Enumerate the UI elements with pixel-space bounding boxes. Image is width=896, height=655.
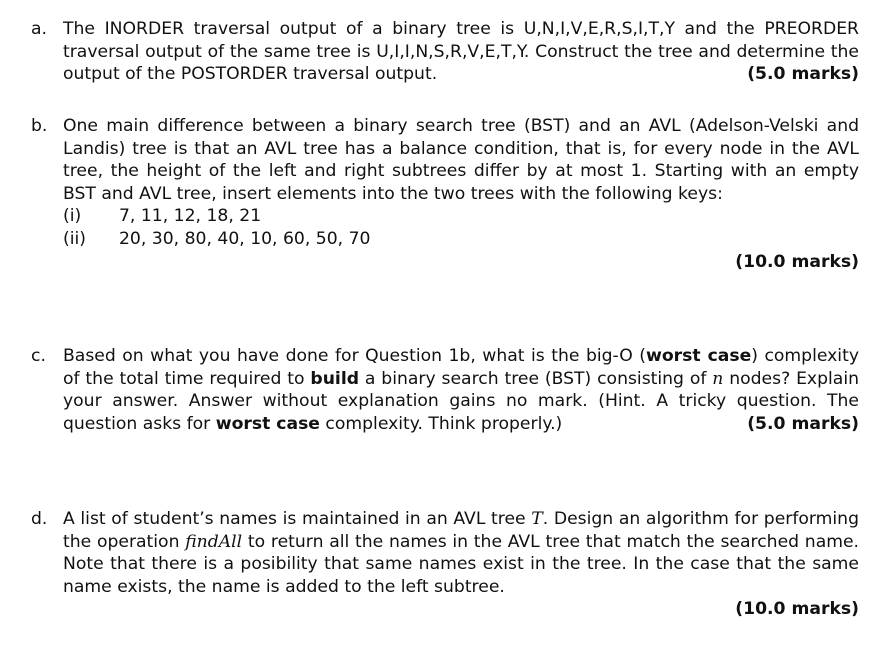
question-b-marks: (10.0 marks) [735,251,859,272]
question-c-text-3: a binary search tree (BST) consisting of [359,368,713,389]
question-b-body [63,115,859,273]
question-d-marks: (10.0 marks) [735,599,859,620]
question-c-marks: (5.0 marks) [747,413,859,434]
question-c-bold-build: build [310,368,360,389]
question-a-marks: (5.0 marks) [747,64,859,85]
question-d-letter: d. [31,509,48,529]
question-d-var-t: T [531,509,543,529]
question-b-text: One main difference between a binary search tree (BST) and an AVL (Adelson-Velski and Landis) tree is that an AVL tree has a balance condition, that is, for every node in the AVL tree, the height of the left and right subtrees differ by at most 1. Starting with an empty BST and AVL tree, insert elements into the two trees with the following keys: [63,116,859,204]
question-d [31,508,861,621]
question-a-text: The INORDER traversal output of a binary tree is U,N,I,V,E,R,S,I,T,Y and the PREORDER traversal output of the same tree is U,I,I,N,S,R,V,E,T,Y. Construct the tree and determine the output of the POSTORDER traversal output. [63,19,859,85]
question-d-fn-findall: findAll [185,531,243,552]
question-c-text-1: Based on what you have done for Question 1b, what is the big-O ( [63,346,646,366]
question-d-paragraph [63,508,859,598]
question-b-item-ii [63,228,859,251]
question-c-text-2: ) complexity of the total time required to [63,346,859,389]
question-b-item-i-num: (i) [63,206,82,227]
question-c [31,345,861,435]
question-b-item-ii-num: (ii) [63,228,86,249]
question-d-text-3: to return all the names in the AVL tree that match the searched name. Note that there is a posibility that same names exist in the tree. In the case that the same name exists, the name is added to the left subtree. [63,531,860,597]
question-c-bold-worst-case-2: worst case [215,413,320,434]
question-b-item-i [63,205,859,228]
question-c-bold-worst-case: worst case [645,346,752,366]
question-c-text-5: complexity. Think properly.) [319,413,563,434]
question-c-var-n: n [712,368,724,389]
question-a-body [63,18,859,86]
question-a-letter: a. [31,19,47,39]
question-c-letter: c. [31,346,46,366]
question-d-text-1: A list of student’s names is maintained in an AVL tree [63,509,532,529]
question-c-body [63,345,859,435]
question-a [31,18,861,86]
question-b [31,115,861,273]
question-b-letter: b. [31,116,48,136]
question-c-text-4: nodes? Explain your answer. Answer without explanation gains no mark. (Hint. A tricky question. The question asks for [63,368,859,434]
question-d-body [63,508,859,621]
question-b-item-i-keys: 7, 11, 12, 18, 21 [119,206,262,227]
question-b-item-ii-keys: 20, 30, 80, 40, 10, 60, 50, 70 [119,228,371,249]
question-d-text-2: . Design an algorithm for performing the operation [63,509,859,552]
